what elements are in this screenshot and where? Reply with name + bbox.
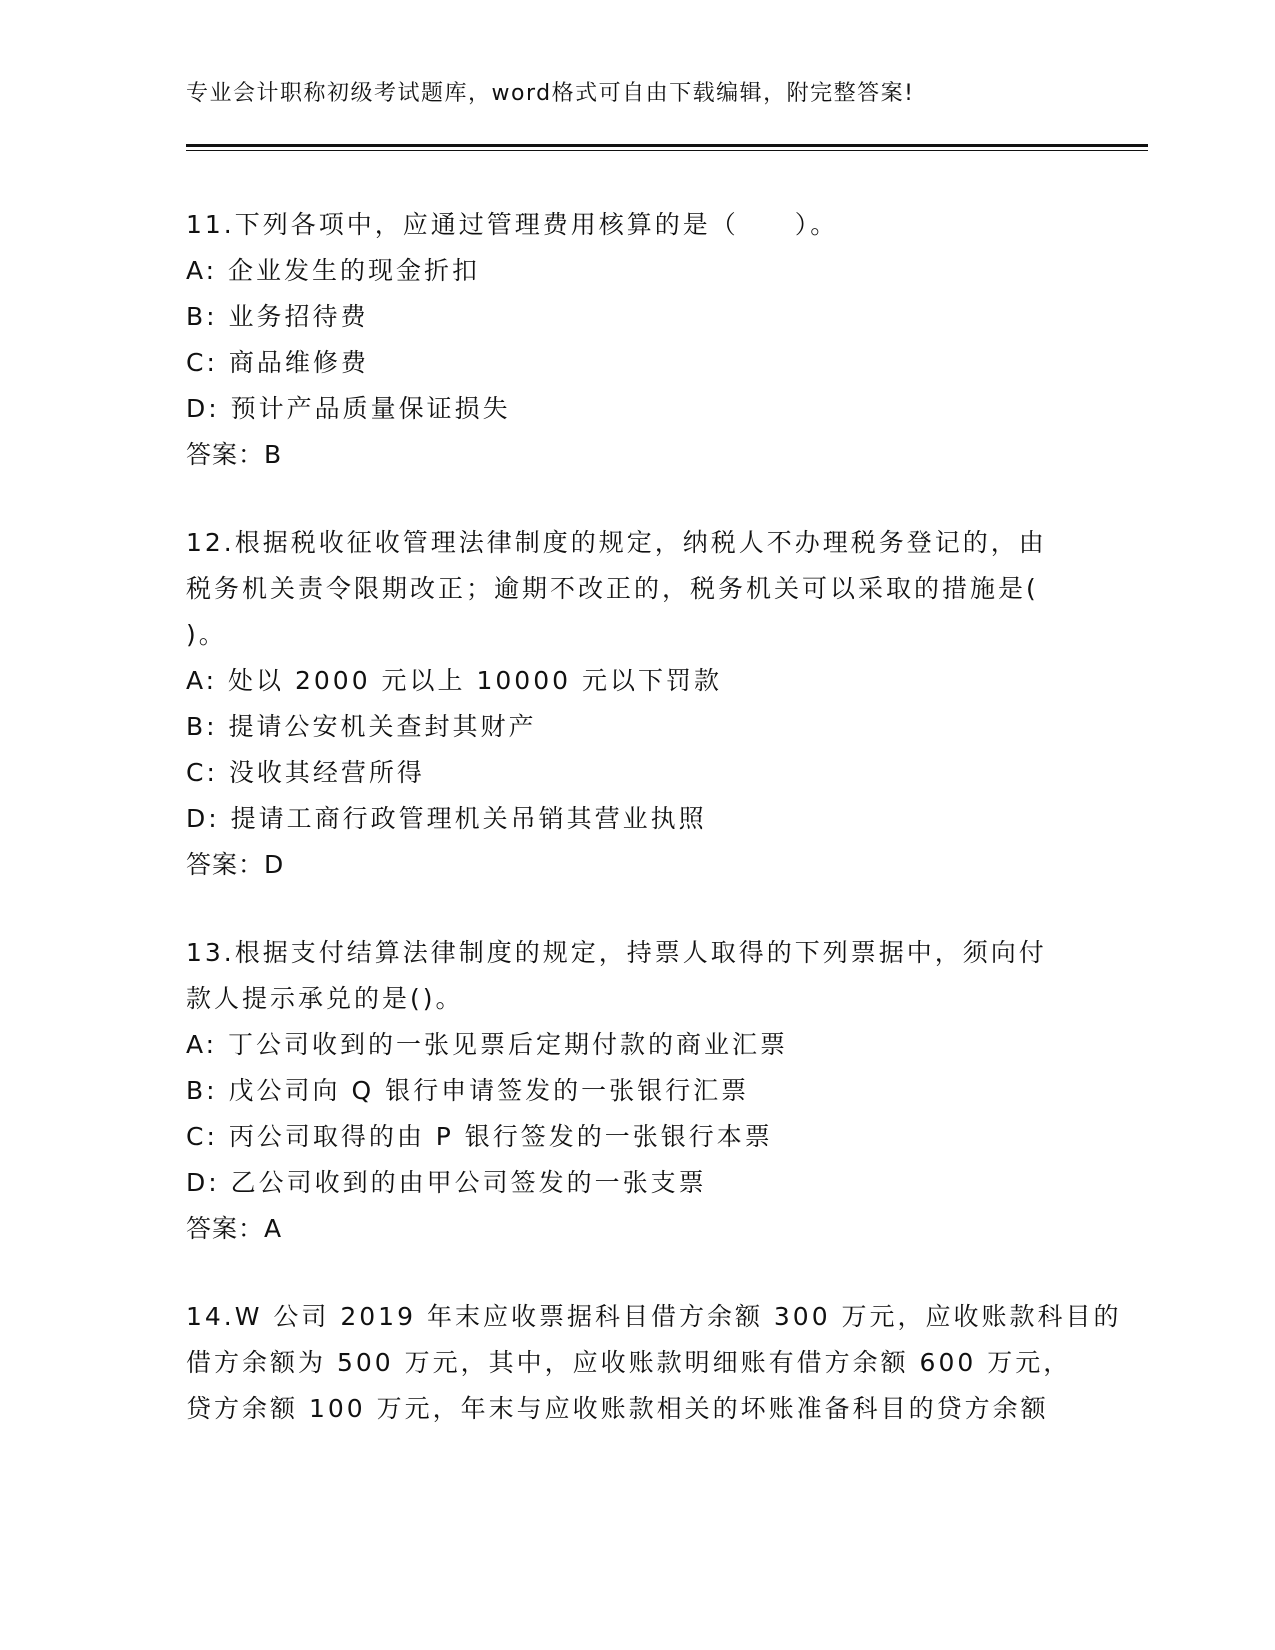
option-d: D: 乙公司收到的由甲公司签发的一张支票 — [186, 1168, 707, 1197]
question-list — [186, 202, 1122, 1474]
answer: 答案：D — [186, 850, 285, 879]
question-12 — [186, 520, 1086, 888]
answer: 答案：A — [186, 1214, 283, 1243]
option-c: C: 商品维修费 — [186, 348, 369, 377]
option-d: D: 提请工商行政管理机关吊销其营业执照 — [186, 804, 707, 833]
option-b: B: 提请公安机关查封其财产 — [186, 712, 537, 741]
question-14 — [186, 1294, 1122, 1432]
question-13 — [186, 930, 1086, 1252]
option-a: A: 丁公司收到的一张见票后定期付款的商业汇票 — [186, 1030, 789, 1059]
option-b: B: 业务招待费 — [186, 302, 369, 331]
option-a: A: 企业发生的现金折扣 — [186, 256, 481, 285]
header-rule-thick — [186, 144, 1148, 147]
question-text: 13.根据支付结算法律制度的规定，持票人取得的下列票据中，须向付 — [186, 938, 1047, 967]
question-11 — [186, 202, 1086, 478]
question-text: )。 — [186, 620, 227, 649]
option-d: D: 预计产品质量保证损失 — [186, 394, 511, 423]
question-text: 税务机关责令限期改正；逾期不改正的，税务机关可以采取的措施是( — [186, 574, 1039, 603]
option-a: A: 处以 2000 元以上 10000 元以下罚款 — [186, 666, 722, 695]
question-text: 借方余额为 500 万元，其中，应收账款明细账有借方余额 600 万元， — [186, 1348, 1072, 1377]
header-rule-thin — [186, 150, 1148, 151]
page-header: 专业会计职称初级考试题库，word格式可自由下载编辑，附完整答案! — [186, 81, 915, 106]
option-c: C: 没收其经营所得 — [186, 758, 425, 787]
question-text: 14.W 公司 2019 年末应收票据科目借方余额 300 万元，应收账款科目的 — [186, 1302, 1122, 1331]
answer: 答案：B — [186, 440, 283, 469]
option-c: C: 丙公司取得的由 P 银行签发的一张银行本票 — [186, 1122, 773, 1151]
question-text: 贷方余额 100 万元，年末与应收账款相关的坏账准备科目的贷方余额 — [186, 1394, 1049, 1423]
question-text: 11.下列各项中，应通过管理费用核算的是（ ）。 — [186, 210, 839, 239]
question-text: 款人提示承兑的是()。 — [186, 984, 464, 1013]
option-b: B: 戊公司向 Q 银行申请签发的一张银行汇票 — [186, 1076, 750, 1105]
question-text: 12.根据税收征收管理法律制度的规定，纳税人不办理税务登记的，由 — [186, 528, 1047, 557]
